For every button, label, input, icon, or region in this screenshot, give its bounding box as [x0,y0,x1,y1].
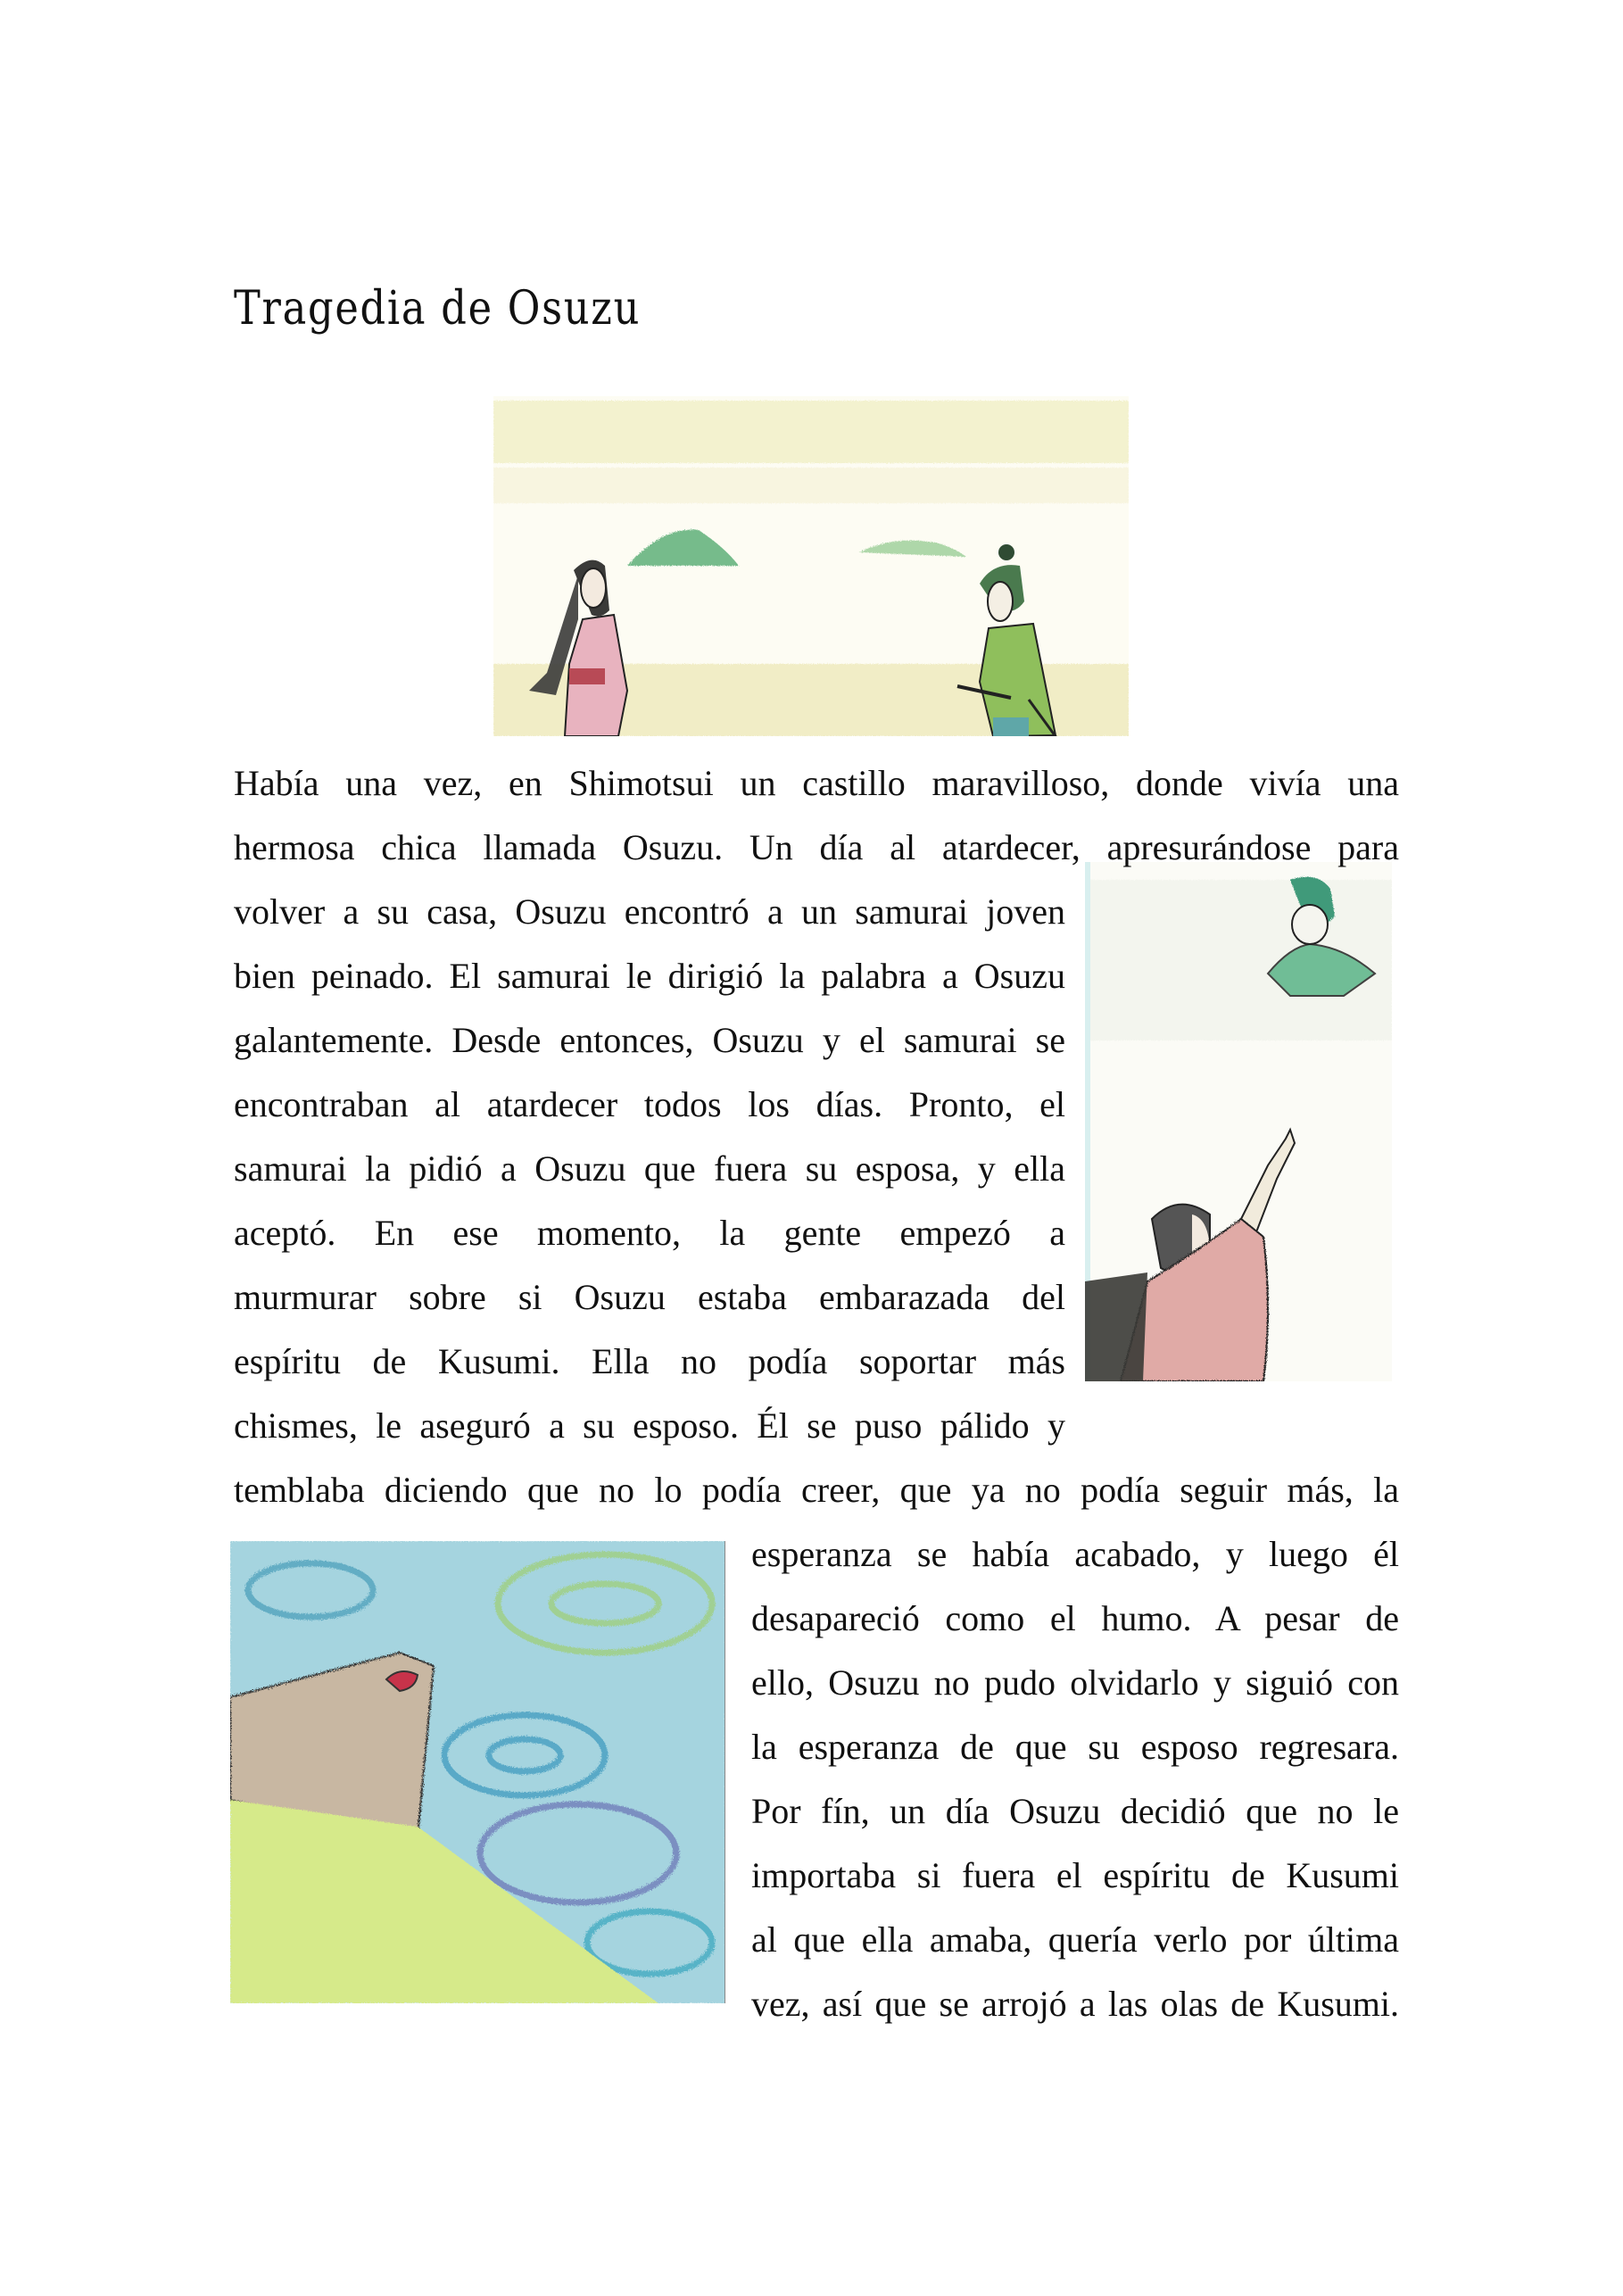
page-title: Tragedia de Osuzu [234,282,642,336]
cliff-drawing-icon [230,1541,725,2003]
text-line: galantemente. Desde entonces, Osuzu y el samurai se [234,1020,1065,1060]
text-line: bien peinado. El samurai le dirigió la palabra a Osuzu [234,956,1065,996]
text-line: temblaba diciendo que no lo podía creer, que ya no podía seguir más, la [234,1470,1399,1510]
farewell-drawing-icon [1085,862,1392,1381]
illustration-meeting [493,396,1129,736]
text-line: esperanza se había acabado, y luego él [751,1534,1399,1574]
illustration-cliff [230,1541,725,2003]
text-line: al que ella amaba, quería verlo por última [751,1919,1399,1960]
text-line: volver a su casa, Osuzu encontró a un samurai joven [234,891,1065,932]
text-line: ello, Osuzu no pudo olvidarlo y siguió con [751,1662,1399,1703]
text-line: Por fín, un día Osuzu decidió que no le [751,1791,1399,1831]
text-line: chismes, le aseguró a su esposo. Él se puso pálido y [234,1405,1065,1446]
text-line: murmurar sobre si Osuzu estaba embarazada del [234,1277,1065,1317]
text-line: la esperanza de que su esposo regresara. [751,1727,1399,1767]
text-line: aceptó. En ese momento, la gente empezó a [234,1213,1065,1253]
text-line: encontraban al atardecer todos los días. Pronto, el [234,1084,1065,1124]
illustration-farewell [1085,862,1392,1381]
meeting-drawing-icon [493,396,1129,736]
text-line: importaba si fuera el espíritu de Kusumi [751,1855,1399,1895]
text-line: hermosa chica llamada Osuzu. Un día al atardecer, apresurándose para [234,827,1399,867]
text-line: espíritu de Kusumi. Ella no podía soportar más [234,1341,1065,1381]
text-line: samurai la pidió a Osuzu que fuera su esposa, y ella [234,1148,1065,1189]
text-line: Había una vez, en Shimotsui un castillo maravilloso, donde vivía una [234,763,1399,803]
text-line: vez, así que se arrojó a las olas de Kusumi. [751,1984,1399,2024]
text-line: desapareció como el humo. A pesar de [751,1598,1399,1638]
